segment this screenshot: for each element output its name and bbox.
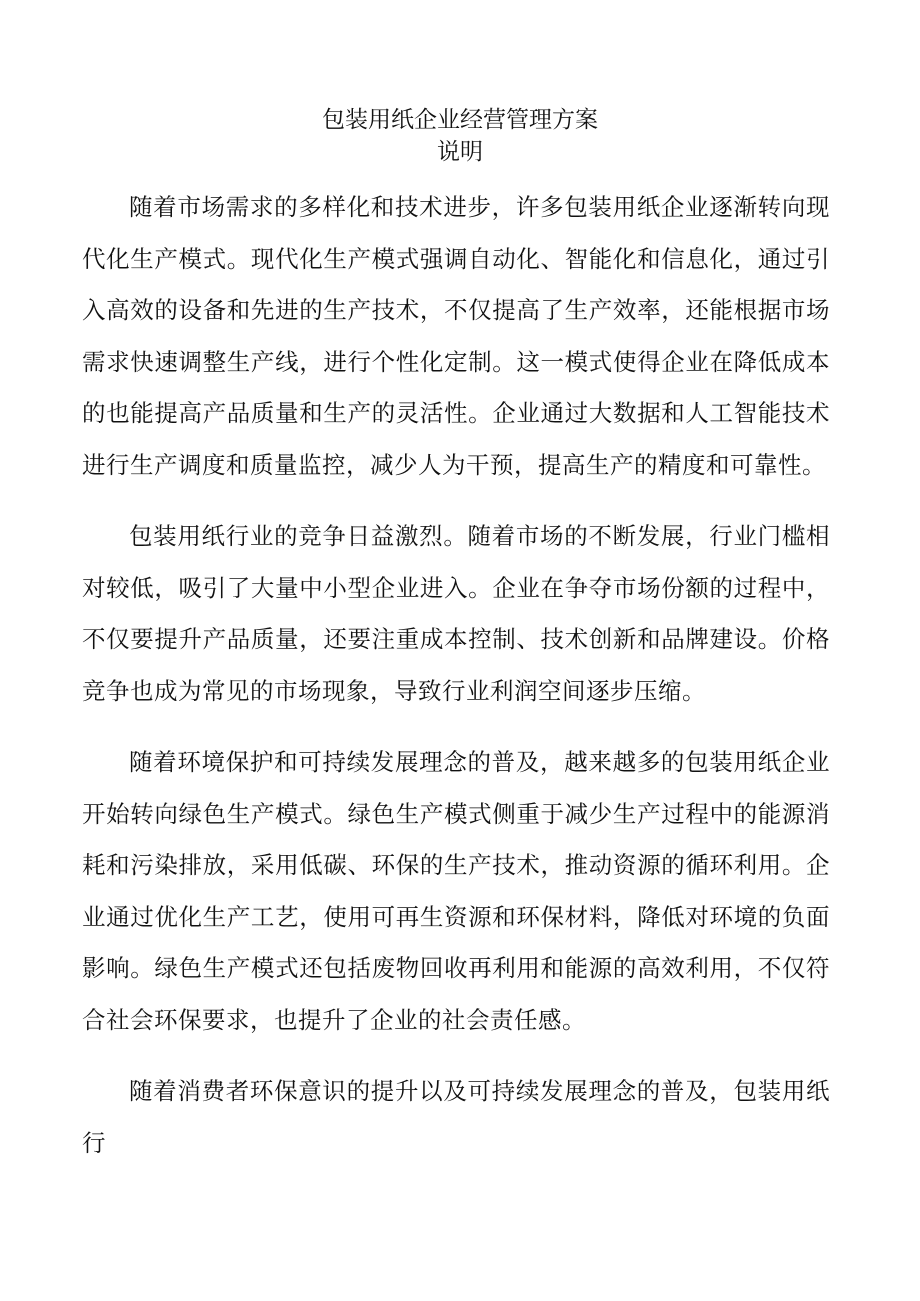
paragraph-4: 随着消费者环保意识的提升以及可持续发展理念的普及，包装用纸行 xyxy=(82,1077,830,1157)
title-block xyxy=(0,104,920,168)
document-body xyxy=(82,182,830,1189)
paragraph-3: 随着环境保护和可持续发展理念的普及，越来越多的包装用纸企业开始转向绿色生产模式。绿色生产模式侧重于减少生产过程中的能源消耗和污染排放，采用低碳、环保的生产技术，推动资源的循环利用。企业通过优化生产工艺，使用可再生资源和环保材料，降低对环境的负面影响。绿色生产模式还包括废物回收再利用和能源的高效利用，不仅符合社会环保要求，也提升了企业的社会责任感。 xyxy=(82,748,830,1034)
paragraph-2: 包装用纸行业的竞争日益激烈。随着市场的不断发展，行业门槛相对较低，吸引了大量中小型企业进入。企业在争夺市场份额的过程中，不仅要提升产品质量，还要注重成本控制、技术创新和品牌建设。价格竞争也成为常见的市场现象，导致行业利润空间逐步压缩。 xyxy=(82,522,830,705)
document-title: 包装用纸企业经营管理方案 xyxy=(322,107,598,133)
document-subtitle: 说明 xyxy=(437,139,483,165)
paragraph-1: 随着市场需求的多样化和技术进步，许多包装用纸企业逐渐转向现代化生产模式。现代化生产模式强调自动化、智能化和信息化，通过引入高效的设备和先进的生产技术，不仅提高了生产效率，还能根据市场需求快速调整生产线，进行个性化定制。这一模式使得企业在降低成本的也能提高产品质量和生产的灵活性。企业通过大数据和人工智能技术进行生产调度和质量监控，减少人为干预，提高生产的精度和可靠性。 xyxy=(82,193,830,479)
